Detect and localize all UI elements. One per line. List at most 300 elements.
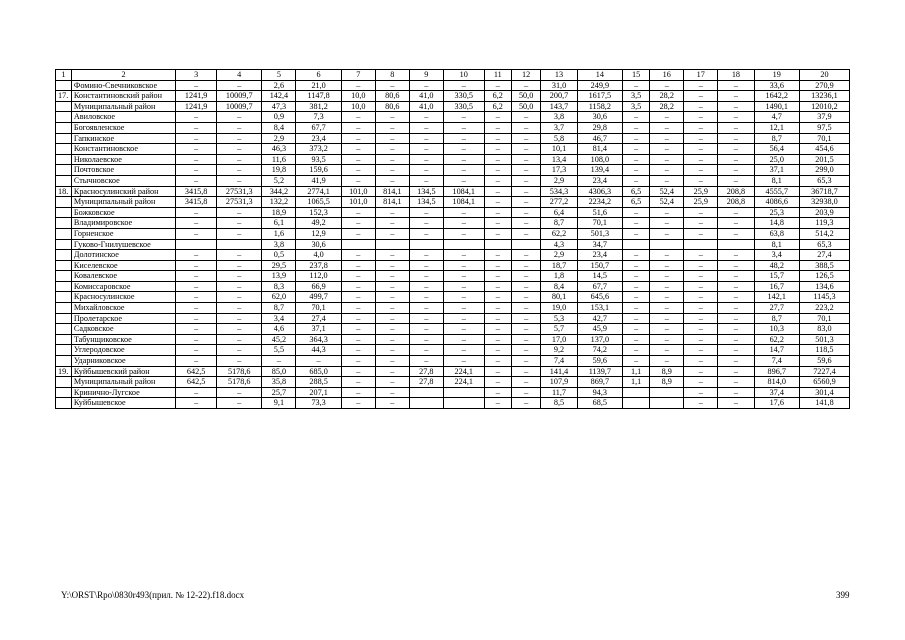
value-cell: –: [718, 112, 754, 123]
value-cell: 330,5: [443, 101, 484, 112]
row-number-cell: [56, 398, 72, 409]
value-cell: –: [176, 345, 217, 356]
value-cell: 6,1: [262, 218, 296, 229]
value-cell: –: [176, 324, 217, 335]
value-cell: 33,6: [754, 80, 799, 91]
territory-name-cell: Табунщиковское: [71, 334, 175, 345]
table-row: [56, 334, 850, 345]
value-cell: 41,9: [296, 175, 341, 186]
value-cell: 19,0: [541, 303, 577, 314]
value-cell: 4,0: [296, 250, 341, 261]
value-cell: –: [217, 260, 262, 271]
table-row: [56, 154, 850, 165]
value-cell: 330,5: [443, 91, 484, 102]
value-cell: 642,5: [176, 377, 217, 388]
value-cell: 270,9: [799, 80, 849, 91]
value-cell: 46,3: [262, 144, 296, 155]
territory-name-cell: Садковское: [71, 324, 175, 335]
value-cell: –: [684, 122, 718, 133]
value-cell: 5,3: [541, 313, 577, 324]
value-cell: 25,7: [262, 387, 296, 398]
value-cell: –: [443, 324, 484, 335]
value-cell: 3,5: [623, 91, 650, 102]
table-row: [56, 377, 850, 388]
value-cell: –: [375, 334, 409, 345]
value-cell: –: [511, 186, 540, 197]
value-cell: –: [718, 250, 754, 261]
territory-name-cell: Николаевское: [71, 154, 175, 165]
value-cell: 56,4: [754, 144, 799, 155]
value-cell: 1490,1: [754, 101, 799, 112]
territory-name-cell: Ковалевское: [71, 271, 175, 282]
value-cell: [650, 387, 684, 398]
value-cell: 31,0: [541, 80, 577, 91]
value-cell: 7,4: [541, 356, 577, 367]
value-cell: –: [341, 133, 375, 144]
value-cell: –: [484, 324, 511, 335]
value-cell: [650, 398, 684, 409]
table-row: [56, 313, 850, 324]
value-cell: –: [511, 144, 540, 155]
row-number-cell: [56, 260, 72, 271]
value-cell: –: [375, 260, 409, 271]
table-row: [56, 101, 850, 112]
value-cell: 203,9: [799, 207, 849, 218]
value-cell: –: [341, 387, 375, 398]
territory-name-cell: Гапкинское: [71, 133, 175, 144]
value-cell: 249,9: [577, 80, 622, 91]
value-cell: 814,0: [754, 377, 799, 388]
data-table: [55, 69, 850, 409]
value-cell: –: [409, 260, 443, 271]
value-cell: –: [623, 281, 650, 292]
value-cell: –: [217, 122, 262, 133]
value-cell: 50,0: [511, 91, 540, 102]
value-cell: 101,0: [341, 197, 375, 208]
value-cell: 645,6: [577, 292, 622, 303]
value-cell: 10009,7: [217, 91, 262, 102]
value-cell: 208,8: [718, 186, 754, 197]
value-cell: –: [484, 345, 511, 356]
value-cell: 8,5: [541, 398, 577, 409]
value-cell: –: [511, 334, 540, 345]
value-cell: –: [176, 303, 217, 314]
value-cell: –: [650, 345, 684, 356]
row-number-cell: 19.: [56, 366, 72, 377]
value-cell: –: [684, 281, 718, 292]
value-cell: –: [341, 366, 375, 377]
table-row: [56, 260, 850, 271]
row-number-cell: [56, 356, 72, 367]
value-cell: 12,1: [754, 122, 799, 133]
value-cell: –: [718, 292, 754, 303]
value-cell: 11,7: [541, 387, 577, 398]
value-cell: 8,4: [541, 281, 577, 292]
value-cell: –: [217, 324, 262, 335]
value-cell: –: [484, 175, 511, 186]
value-cell: –: [443, 281, 484, 292]
value-cell: –: [484, 133, 511, 144]
value-cell: 17,6: [754, 398, 799, 409]
value-cell: –: [511, 398, 540, 409]
value-cell: –: [217, 387, 262, 398]
value-cell: [623, 398, 650, 409]
value-cell: 25,3: [754, 207, 799, 218]
value-cell: –: [650, 281, 684, 292]
value-cell: 4,3: [541, 239, 577, 250]
value-cell: 16,7: [754, 281, 799, 292]
value-cell: 50,0: [511, 101, 540, 112]
territory-name-cell: Стычновское: [71, 175, 175, 186]
value-cell: –: [443, 144, 484, 155]
value-cell: –: [623, 313, 650, 324]
value-cell: 5178,6: [217, 377, 262, 388]
value-cell: –: [511, 377, 540, 388]
value-cell: –: [684, 154, 718, 165]
value-cell: 28,2: [650, 101, 684, 112]
value-cell: –: [176, 218, 217, 229]
value-cell: –: [217, 250, 262, 261]
value-cell: –: [623, 122, 650, 133]
value-cell: –: [684, 112, 718, 123]
value-cell: 7,3: [296, 112, 341, 123]
value-cell: –: [684, 91, 718, 102]
value-cell: –: [511, 175, 540, 186]
value-cell: –: [409, 281, 443, 292]
value-cell: –: [217, 80, 262, 91]
value-cell: 501,3: [577, 228, 622, 239]
value-cell: 15,7: [754, 271, 799, 282]
value-cell: [511, 239, 540, 250]
value-cell: 119,3: [799, 218, 849, 229]
value-cell: 364,3: [296, 334, 341, 345]
value-cell: –: [341, 356, 375, 367]
territory-name-cell: Комиссаровское: [71, 281, 175, 292]
value-cell: –: [217, 144, 262, 155]
value-cell: 1642,2: [754, 91, 799, 102]
value-cell: 62,0: [262, 292, 296, 303]
value-cell: –: [684, 313, 718, 324]
value-cell: –: [375, 112, 409, 123]
value-cell: 49,2: [296, 218, 341, 229]
value-cell: –: [409, 154, 443, 165]
value-cell: 14,8: [754, 218, 799, 229]
value-cell: –: [623, 324, 650, 335]
value-cell: 37,4: [754, 387, 799, 398]
table-row: [56, 356, 850, 367]
value-cell: 65,3: [799, 175, 849, 186]
value-cell: 8,9: [650, 366, 684, 377]
value-cell: 153,1: [577, 303, 622, 314]
value-cell: [623, 387, 650, 398]
value-cell: 8,1: [754, 239, 799, 250]
territory-name-cell: Красносулинский район: [71, 186, 175, 197]
value-cell: –: [650, 218, 684, 229]
footer-file-path: Y:\ORST\Rpo\0830r493(прил. № 12-22).f18.docx: [61, 590, 245, 600]
value-cell: –: [341, 175, 375, 186]
value-cell: –: [217, 334, 262, 345]
value-cell: –: [623, 133, 650, 144]
value-cell: [176, 239, 217, 250]
value-cell: –: [375, 271, 409, 282]
value-cell: [341, 239, 375, 250]
territory-name-cell: Владимировское: [71, 218, 175, 229]
value-cell: –: [341, 303, 375, 314]
value-cell: 2,9: [262, 133, 296, 144]
value-cell: 10,0: [341, 91, 375, 102]
value-cell: 1147,8: [296, 91, 341, 102]
value-cell: –: [176, 334, 217, 345]
value-cell: 499,7: [296, 292, 341, 303]
value-cell: –: [718, 377, 754, 388]
value-cell: –: [511, 218, 540, 229]
value-cell: –: [443, 334, 484, 345]
value-cell: 23,4: [577, 250, 622, 261]
value-cell: –: [718, 260, 754, 271]
value-cell: 454,6: [799, 144, 849, 155]
value-cell: –: [484, 207, 511, 218]
column-number-cell: 7: [341, 70, 375, 81]
value-cell: 6,2: [484, 101, 511, 112]
value-cell: –: [409, 218, 443, 229]
table-row: [56, 228, 850, 239]
value-cell: –: [718, 356, 754, 367]
value-cell: 59,6: [577, 356, 622, 367]
value-cell: –: [650, 175, 684, 186]
value-cell: –: [409, 144, 443, 155]
value-cell: –: [443, 154, 484, 165]
column-number-cell: 18: [718, 70, 754, 81]
value-cell: 10,1: [541, 144, 577, 155]
value-cell: –: [684, 260, 718, 271]
value-cell: –: [176, 144, 217, 155]
value-cell: 37,1: [296, 324, 341, 335]
value-cell: 52,4: [650, 197, 684, 208]
value-cell: –: [217, 313, 262, 324]
row-number-cell: [56, 144, 72, 155]
value-cell: –: [375, 250, 409, 261]
table-row: [56, 218, 850, 229]
row-number-cell: 18.: [56, 186, 72, 197]
value-cell: –: [409, 80, 443, 91]
value-cell: –: [511, 292, 540, 303]
value-cell: 814,1: [375, 197, 409, 208]
value-cell: –: [650, 292, 684, 303]
value-cell: –: [484, 377, 511, 388]
value-cell: [484, 239, 511, 250]
value-cell: –: [217, 228, 262, 239]
value-cell: 1084,1: [443, 186, 484, 197]
value-cell: –: [718, 165, 754, 176]
value-cell: 93,5: [296, 154, 341, 165]
value-cell: 80,6: [375, 91, 409, 102]
value-cell: –: [484, 197, 511, 208]
value-cell: –: [443, 218, 484, 229]
value-cell: –: [511, 313, 540, 324]
value-cell: –: [718, 366, 754, 377]
value-cell: –: [623, 175, 650, 186]
territory-name-cell: Куйбышевское: [71, 398, 175, 409]
value-cell: 8,7: [541, 218, 577, 229]
value-cell: 3415,8: [176, 197, 217, 208]
value-cell: –: [409, 345, 443, 356]
data-table-sheet: [55, 69, 850, 409]
value-cell: –: [176, 122, 217, 133]
value-cell: 201,5: [799, 154, 849, 165]
value-cell: –: [650, 154, 684, 165]
value-cell: –: [684, 366, 718, 377]
territory-name-cell: Авиловское: [71, 112, 175, 123]
value-cell: –: [684, 303, 718, 314]
column-number-cell: 3: [176, 70, 217, 81]
value-cell: 107,9: [541, 377, 577, 388]
value-cell: –: [718, 207, 754, 218]
value-cell: –: [511, 112, 540, 123]
value-cell: 19,8: [262, 165, 296, 176]
value-cell: 32938,0: [799, 197, 849, 208]
value-cell: 9,2: [541, 345, 577, 356]
value-cell: 224,1: [443, 377, 484, 388]
territory-name-cell: Ударниковское: [71, 356, 175, 367]
value-cell: –: [176, 281, 217, 292]
value-cell: 1,1: [623, 366, 650, 377]
value-cell: –: [375, 345, 409, 356]
value-cell: 28,2: [650, 91, 684, 102]
value-cell: –: [623, 144, 650, 155]
value-cell: 42,7: [577, 313, 622, 324]
value-cell: –: [217, 112, 262, 123]
value-cell: 3,5: [623, 101, 650, 112]
value-cell: –: [511, 303, 540, 314]
value-cell: –: [341, 250, 375, 261]
value-cell: –: [443, 356, 484, 367]
value-cell: 17,3: [541, 165, 577, 176]
value-cell: –: [375, 207, 409, 218]
value-cell: 642,5: [176, 366, 217, 377]
value-cell: –: [341, 154, 375, 165]
value-cell: –: [684, 334, 718, 345]
territory-name-cell: Углеродовское: [71, 345, 175, 356]
value-cell: –: [511, 228, 540, 239]
value-cell: 27,8: [409, 377, 443, 388]
value-cell: 73,3: [296, 398, 341, 409]
value-cell: –: [623, 345, 650, 356]
value-cell: –: [409, 112, 443, 123]
row-number-cell: [56, 112, 72, 123]
table-row: [56, 345, 850, 356]
value-cell: 74,2: [577, 345, 622, 356]
value-cell: –: [341, 165, 375, 176]
column-number-cell: 9: [409, 70, 443, 81]
value-cell: –: [511, 324, 540, 335]
value-cell: –: [650, 334, 684, 345]
value-cell: –: [511, 281, 540, 292]
row-number-cell: [56, 387, 72, 398]
value-cell: 501,3: [799, 334, 849, 345]
row-number-cell: [56, 313, 72, 324]
row-number-cell: [56, 271, 72, 282]
table-row: [56, 250, 850, 261]
value-cell: –: [176, 387, 217, 398]
value-cell: –: [511, 197, 540, 208]
value-cell: –: [341, 112, 375, 123]
value-cell: 1241,9: [176, 101, 217, 112]
value-cell: 208,8: [718, 197, 754, 208]
column-number-cell: 8: [375, 70, 409, 81]
value-cell: –: [650, 313, 684, 324]
column-number-cell: 14: [577, 70, 622, 81]
value-cell: –: [443, 80, 484, 91]
row-number-cell: [56, 324, 72, 335]
value-cell: 6,4: [541, 207, 577, 218]
value-cell: –: [718, 101, 754, 112]
value-cell: 132,2: [262, 197, 296, 208]
header-row: [56, 70, 850, 81]
value-cell: –: [409, 356, 443, 367]
value-cell: –: [443, 112, 484, 123]
value-cell: –: [341, 122, 375, 133]
value-cell: [650, 239, 684, 250]
value-cell: –: [217, 218, 262, 229]
value-cell: –: [623, 207, 650, 218]
value-cell: –: [217, 154, 262, 165]
value-cell: 2,9: [541, 250, 577, 261]
value-cell: –: [375, 313, 409, 324]
value-cell: –: [375, 218, 409, 229]
table-row: [56, 80, 850, 91]
column-number-cell: 13: [541, 70, 577, 81]
value-cell: –: [375, 387, 409, 398]
value-cell: –: [375, 366, 409, 377]
value-cell: –: [684, 324, 718, 335]
table-row: [56, 239, 850, 250]
value-cell: 3,7: [541, 122, 577, 133]
territory-name-cell: Константиновское: [71, 144, 175, 155]
value-cell: 1145,3: [799, 292, 849, 303]
value-cell: –: [217, 271, 262, 282]
value-cell: –: [443, 260, 484, 271]
territory-name-cell: Божковское: [71, 207, 175, 218]
table-row: [56, 281, 850, 292]
value-cell: 5,7: [541, 324, 577, 335]
value-cell: –: [341, 144, 375, 155]
value-cell: 83,0: [799, 324, 849, 335]
value-cell: 1,8: [541, 271, 577, 282]
value-cell: –: [409, 313, 443, 324]
value-cell: 23,4: [577, 175, 622, 186]
value-cell: 10,0: [341, 101, 375, 112]
value-cell: –: [341, 292, 375, 303]
value-cell: [409, 398, 443, 409]
value-cell: –: [623, 228, 650, 239]
value-cell: –: [718, 154, 754, 165]
value-cell: 1158,2: [577, 101, 622, 112]
value-cell: 80,1: [541, 292, 577, 303]
value-cell: –: [718, 122, 754, 133]
value-cell: 126,5: [799, 271, 849, 282]
value-cell: 224,1: [443, 366, 484, 377]
row-number-cell: [56, 175, 72, 186]
value-cell: –: [623, 112, 650, 123]
value-cell: –: [684, 398, 718, 409]
value-cell: –: [375, 80, 409, 91]
value-cell: –: [409, 165, 443, 176]
table-row: [56, 144, 850, 155]
territory-name-cell: Фомино-Свечниковское: [71, 80, 175, 91]
value-cell: 62,2: [541, 228, 577, 239]
value-cell: –: [409, 303, 443, 314]
value-cell: –: [341, 271, 375, 282]
